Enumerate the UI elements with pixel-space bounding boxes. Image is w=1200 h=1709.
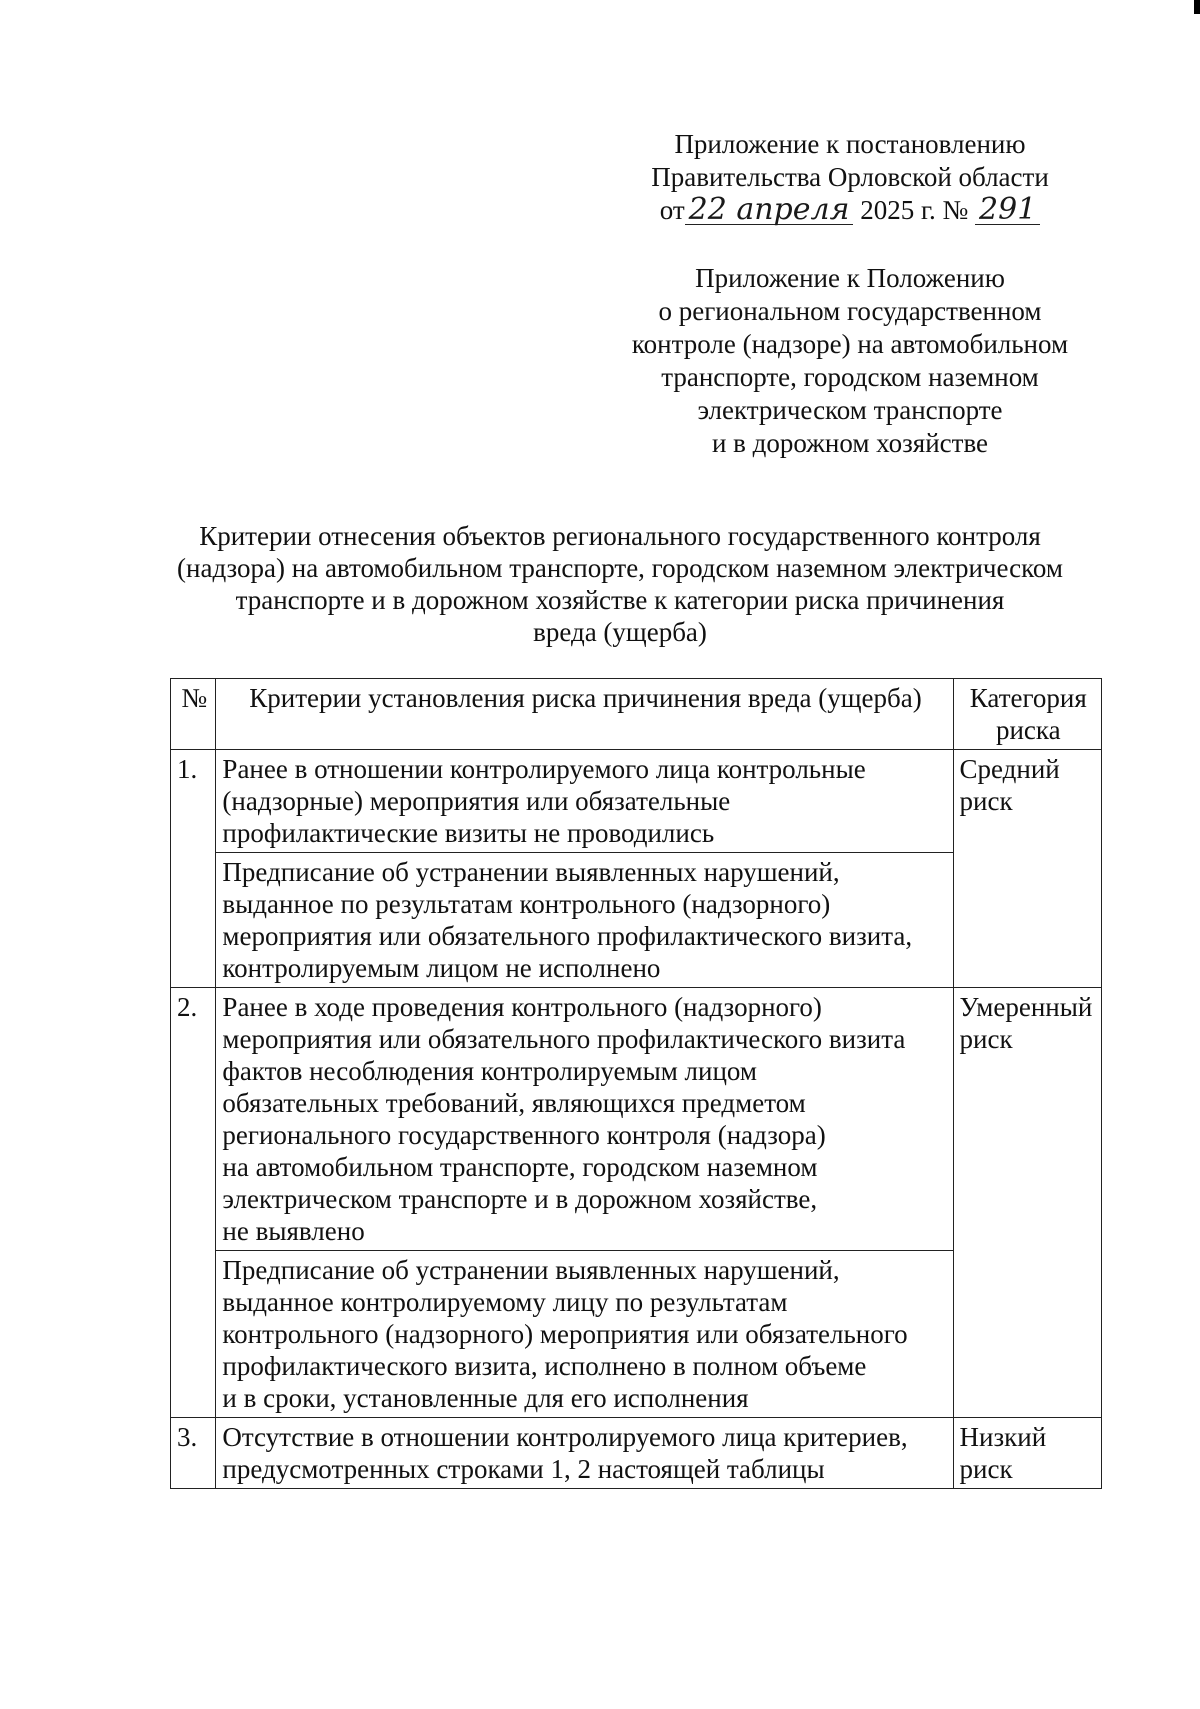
header-category-line: Категория (969, 683, 1087, 713)
handwritten-date: 22 апреля (685, 196, 854, 225)
annex-block (600, 262, 1100, 460)
table-row (171, 1418, 1102, 1489)
criterion-line: Предписание об устранении выявленных нарушений, (222, 857, 840, 887)
criterion-line: (надзорные) мероприятия или обязательные (222, 786, 731, 816)
criterion-line: Предписание об устранении выявленных нарушений, (222, 1255, 840, 1285)
risk-category-cell (953, 750, 1101, 988)
criterion-line: профилактического визита, исполнено в полном объеме (222, 1351, 867, 1381)
annex-line: электрическом транспорте (697, 395, 1003, 425)
document-title (150, 520, 1090, 648)
annex-line: Приложение к Положению (695, 263, 1005, 293)
criterion-cell (216, 750, 953, 853)
criterion-line: на автомобильном транспорте, городском наземном (222, 1152, 818, 1182)
header-criteria: Критерии установления риска причинения вреда (ущерба) (216, 679, 953, 750)
approval-year-text: 2025 г. № (860, 195, 969, 225)
criterion-cell (216, 1418, 953, 1489)
row-number: 1. (171, 750, 216, 988)
header-category (953, 679, 1101, 750)
risk-category-cell (953, 1418, 1101, 1489)
criterion-line: мероприятия или обязательного профилактического визита (222, 1024, 906, 1054)
title-line: (надзора) на автомобильном транспорте, городском наземном электрическом (177, 553, 1063, 583)
criterion-line: выданное по результатам контрольного (надзорного) (222, 889, 831, 919)
criterion-line: контрольного (надзорного) мероприятия или обязательного (222, 1319, 908, 1349)
annex-line: контроле (надзоре) на автомобильном (631, 329, 1069, 359)
approval-block (600, 128, 1100, 227)
risk-category-cell (953, 988, 1101, 1418)
scan-corner-mark (1194, 0, 1200, 14)
approval-line-2: Правительства Орловской области (651, 162, 1049, 192)
criterion-line: предусмотренных строками 1, 2 настоящей таблицы (222, 1454, 825, 1484)
annex-line: и в дорожном хозяйстве (711, 428, 989, 458)
approval-line-1: Приложение к постановлению (674, 129, 1026, 159)
risk-category-line: риск (959, 1454, 1013, 1484)
criterion-line: мероприятия или обязательного профилактического визита, (222, 921, 913, 951)
title-line: вреда (ущерба) (533, 617, 707, 647)
criterion-line: электрическом транспорте и в дорожном хозяйстве, (222, 1184, 818, 1214)
approval-prefix: от (659, 195, 685, 225)
table-row (171, 750, 1102, 853)
criterion-cell (216, 853, 953, 988)
criterion-line: выданное контролируемому лицу по результатам (222, 1287, 788, 1317)
header-category-line: риска (995, 715, 1061, 745)
criterion-line: регионального государственного контроля (надзора) (222, 1120, 826, 1150)
criterion-line: фактов несоблюдения контролируемым лицом (222, 1056, 757, 1086)
header-num: № (171, 679, 216, 750)
risk-category-line: риск (959, 786, 1013, 816)
criterion-line: и в сроки, установленные для его исполнения (222, 1383, 749, 1413)
criterion-line: обязательных требований, являющихся предметом (222, 1088, 806, 1118)
table-header-row (171, 679, 1102, 750)
criterion-cell (216, 988, 953, 1251)
approval-line-3 (600, 194, 1100, 227)
annex-line: транспорте, городском наземном (661, 362, 1039, 392)
handwritten-number: 291 (975, 196, 1040, 225)
criterion-line: контролируемым лицом не исполнено (222, 953, 661, 983)
risk-criteria-table (170, 678, 1102, 1489)
criterion-line: профилактические визиты не проводились (222, 818, 715, 848)
annex-line: о региональном государственном (658, 296, 1042, 326)
title-line: Критерии отнесения объектов регионального государственного контроля (199, 521, 1041, 551)
row-number: 2. (171, 988, 216, 1418)
table-row (171, 988, 1102, 1251)
risk-category-line: Средний (959, 754, 1060, 784)
risk-category-line: Умеренный (959, 992, 1093, 1022)
criterion-line: Отсутствие в отношении контролируемого лица критериев, (222, 1422, 908, 1452)
criterion-line: Ранее в ходе проведения контрольного (надзорного) (222, 992, 822, 1022)
criterion-cell (216, 1251, 953, 1418)
title-line: транспорте и в дорожном хозяйстве к категории риска причинения (235, 585, 1005, 615)
risk-category-line: риск (959, 1024, 1013, 1054)
criterion-line: не выявлено (222, 1216, 365, 1246)
risk-category-line: Низкий (959, 1422, 1047, 1452)
criterion-line: Ранее в отношении контролируемого лица контрольные (222, 754, 866, 784)
row-number: 3. (171, 1418, 216, 1489)
